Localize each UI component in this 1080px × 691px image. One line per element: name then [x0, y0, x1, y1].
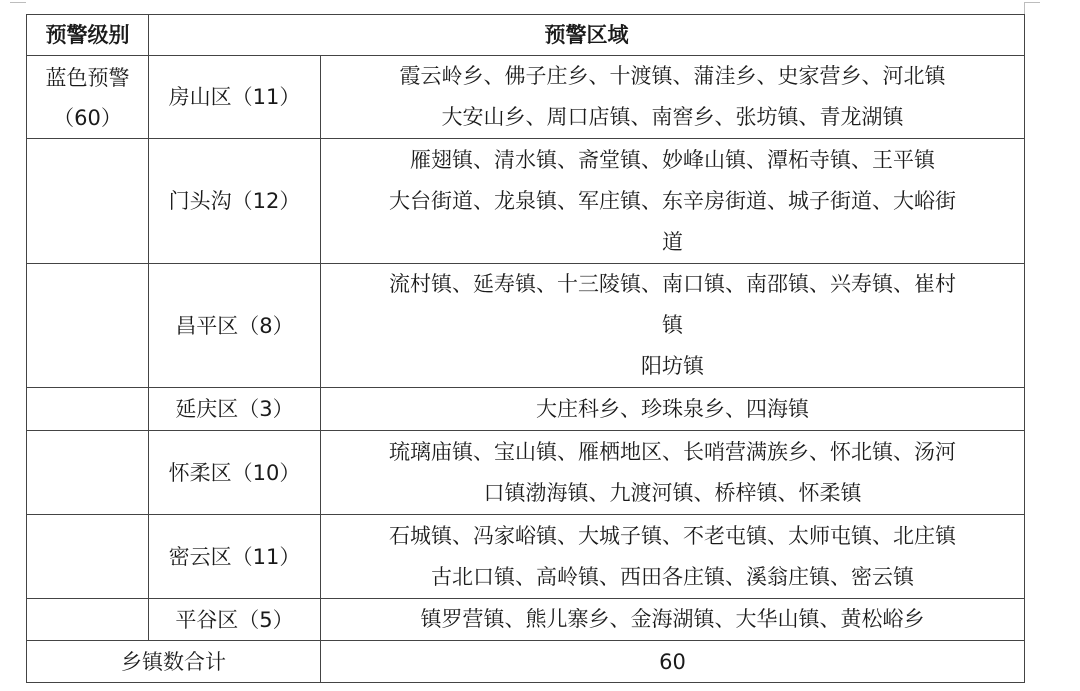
level-cell-empty [27, 515, 149, 599]
areas-line: 大庄科乡、珍珠泉乡、四海镇 [536, 396, 809, 421]
warning-table [26, 14, 1025, 683]
crop-mark-left [10, 2, 26, 3]
areas-cell [321, 139, 1025, 264]
level-label: 蓝色预警 [45, 66, 130, 90]
header-region: 预警区域 [149, 15, 1025, 56]
table-row [27, 431, 1025, 515]
areas-cell [321, 388, 1025, 431]
areas-cell [321, 431, 1025, 515]
crop-mark-right [1024, 2, 1025, 14]
table-header-row [27, 15, 1025, 56]
district-cell: 平谷区（5） [149, 599, 321, 641]
level-cell-empty [27, 431, 149, 515]
table-row [27, 56, 1025, 139]
level-cell-blue [27, 56, 149, 139]
crop-mark-right-horizontal [1024, 2, 1040, 3]
areas-line: 道 [662, 229, 683, 254]
header-level: 预警级别 [27, 15, 149, 56]
areas-line: 口镇渤海镇、九渡河镇、桥梓镇、怀柔镇 [483, 480, 862, 505]
page-top-edge [0, 0, 1080, 12]
areas-cell [321, 515, 1025, 599]
level-cell-empty [27, 139, 149, 264]
level-count: （60） [53, 106, 122, 130]
district-cell: 怀柔区（10） [149, 431, 321, 515]
areas-line: 大安山乡、周口店镇、南窖乡、张坊镇、青龙湖镇 [441, 105, 904, 129]
areas-line: 大台街道、龙泉镇、军庄镇、东辛房街道、城子街道、大峪街 [389, 188, 956, 213]
district-cell: 门头沟（12） [149, 139, 321, 264]
areas-line: 霞云岭乡、佛子庄乡、十渡镇、蒲洼乡、史家营乡、河北镇 [399, 64, 946, 88]
areas-line: 镇罗营镇、熊儿寨乡、金海湖镇、大华山镇、黄松峪乡 [420, 607, 925, 631]
areas-cell [321, 599, 1025, 641]
district-cell: 昌平区（8） [149, 264, 321, 388]
areas-cell [321, 56, 1025, 139]
table-row [27, 599, 1025, 641]
areas-line: 石城镇、冯家峪镇、大城子镇、不老屯镇、太师屯镇、北庄镇 [389, 523, 956, 548]
areas-line: 雁翅镇、清水镇、斋堂镇、妙峰山镇、潭柘寺镇、王平镇 [410, 147, 935, 172]
areas-line: 阳坊镇 [641, 354, 704, 378]
total-value: 60 [321, 641, 1025, 683]
table-row [27, 139, 1025, 264]
total-row [27, 641, 1025, 683]
areas-cell [321, 264, 1025, 388]
table-row [27, 515, 1025, 599]
table-row [27, 264, 1025, 388]
level-cell-empty [27, 264, 149, 388]
areas-line: 琉璃庙镇、宝山镇、雁栖地区、长哨营满族乡、怀北镇、汤河 [389, 439, 956, 464]
district-cell: 房山区（11） [149, 56, 321, 139]
level-cell-empty [27, 599, 149, 641]
total-label: 乡镇数合计 [27, 641, 321, 683]
district-cell: 延庆区（3） [149, 388, 321, 431]
level-cell-empty [27, 388, 149, 431]
table-row [27, 388, 1025, 431]
areas-line: 流村镇、延寿镇、十三陵镇、南口镇、南邵镇、兴寿镇、崔村 [389, 272, 956, 296]
areas-line: 镇 [662, 313, 683, 337]
areas-line: 古北口镇、高岭镇、西田各庄镇、溪翁庄镇、密云镇 [431, 564, 914, 589]
district-cell: 密云区（11） [149, 515, 321, 599]
